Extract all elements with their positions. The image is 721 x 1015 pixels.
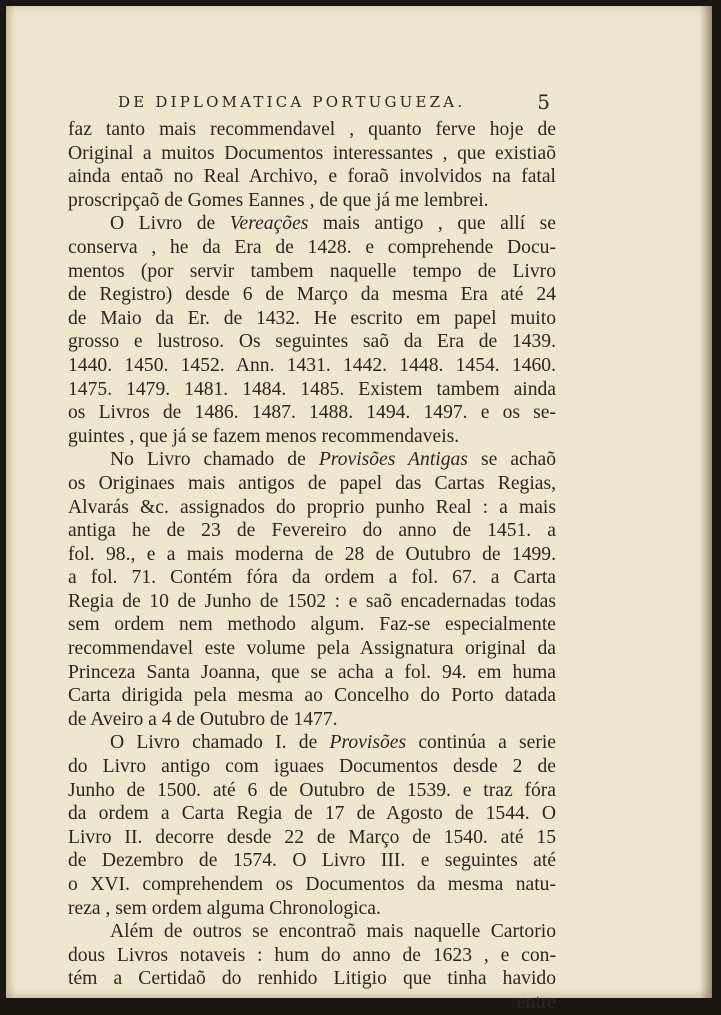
text-line: recommendavel este volume pela Assignatura original da — [68, 638, 556, 660]
text-line: dous Livros notaveis : hum do anno de 1623 , e con- — [68, 944, 556, 966]
running-title: DE DIPLOMATICA PORTUGUEZA. — [118, 93, 466, 111]
catchword: entre — [516, 991, 556, 1013]
text-line: Além de outros se encontraõ mais naquelle Cartorio — [110, 921, 556, 943]
text-line: 1475. 1479. 1481. 1484. 1485. Existem tambem ainda — [68, 378, 556, 400]
text-line: Alvarás &c. assignados do proprio punho Real : a mais — [68, 496, 556, 518]
text-line: Carta dirigida pela mesma ao Concelho do Porto datada — [68, 685, 556, 707]
text-line: de Maio da Er. de 1432. He escrito em papel muito — [68, 307, 556, 329]
page-edge-shadow — [700, 6, 712, 998]
text-line: Regia de 10 de Junho de 1502 : e saõ encadernadas todas — [68, 590, 556, 612]
text-line: grosso e lustroso. Os seguintes saõ da Era de 1439. — [68, 331, 556, 353]
text-line: a fol. 71. Contém fóra da ordem a fol. 67. a Carta — [68, 567, 556, 589]
text-line: de Dezembro de 1574. O Livro III. e seguintes até — [68, 850, 556, 872]
text-line: ainda entaõ no Real Archivo, e foraõ involvidos na fatal — [68, 166, 556, 188]
text-run: O Livro de — [110, 213, 230, 235]
text-line: do Livro antigo com iguaes Documentos desde 2 de — [68, 756, 556, 778]
text-line — [68, 212, 556, 236]
page-gutter-shadow — [6, 6, 16, 998]
text-line: conserva , he da Era de 1428. e comprehende Docu- — [68, 236, 556, 258]
text-line: antiga he de 23 de Fevereiro do anno de 1451. a — [68, 520, 556, 542]
text-line: os Livros de 1486. 1487. 1488. 1494. 1497. e os se- — [68, 402, 556, 424]
text-line: proscripçaõ de Gomes Eannes , de que já me lembrei. — [68, 189, 489, 211]
text-line: Livro II. decorre desde 22 de Março de 1540. até 15 — [68, 826, 556, 848]
text-line: o XVI. comprehendem os Documentos da mesma natu- — [68, 874, 556, 895]
italic-title: Vereações — [229, 213, 309, 235]
book-page — [6, 6, 712, 1013]
text-line: mentos (por servir tambem naquelle tempo de Livro — [68, 260, 556, 282]
text-line: faz tanto mais recommendavel , quanto ferve hoje de — [68, 119, 556, 140]
italic-title: Provisões Antigas — [318, 449, 468, 471]
text-run: No Livro chamado de — [110, 449, 319, 471]
text-line: tém a Certidaõ do renhido Litigio que tinha havido — [68, 968, 556, 990]
text-line: reza , sem ordem alguma Chronologica. — [68, 897, 381, 919]
text-run: continúa a serie — [406, 732, 556, 754]
text-line: guintes , que já se fazem menos recommendaveis. — [68, 425, 460, 447]
italic-title: Provisões — [329, 732, 407, 754]
text-line: de Aveiro a 4 de Outubro de 1477. — [68, 708, 338, 730]
text-run: O Livro chamado I. de — [110, 732, 330, 754]
text-line: sem ordem nem methodo algum. Faz-se especialmente — [68, 614, 556, 636]
text-line — [68, 448, 556, 472]
text-line: fol. 98., e a mais moderna de 28 de Outubro de 1499. — [68, 543, 556, 565]
text-line: os Originaes mais antigos de papel das Cartas Regias, — [68, 472, 556, 494]
text-run: mais antigo , que allí se — [308, 213, 556, 235]
text-line: da ordem a Carta Regia de 17 de Agosto de 1544. O — [68, 803, 556, 825]
text-line: Junho de 1500. até 6 de Outubro de 1539. e traz fóra — [68, 779, 556, 801]
body-text — [68, 118, 556, 1015]
page-number: 5 — [537, 90, 550, 114]
text-line: Princeza Santa Joanna, que se acha a fol. 94. em huma — [68, 661, 556, 683]
text-line: de Registro) desde 6 de Março da mesma Era até 24 — [68, 284, 556, 306]
text-line: 1440. 1450. 1452. Ann. 1431. 1442. 1448. 1454. 1460. — [68, 354, 556, 376]
text-line — [68, 731, 556, 755]
text-run: se achaõ — [467, 449, 557, 471]
text-line: Original a muitos Documentos interessantes , que existiaõ — [68, 142, 556, 164]
running-header — [118, 90, 550, 116]
